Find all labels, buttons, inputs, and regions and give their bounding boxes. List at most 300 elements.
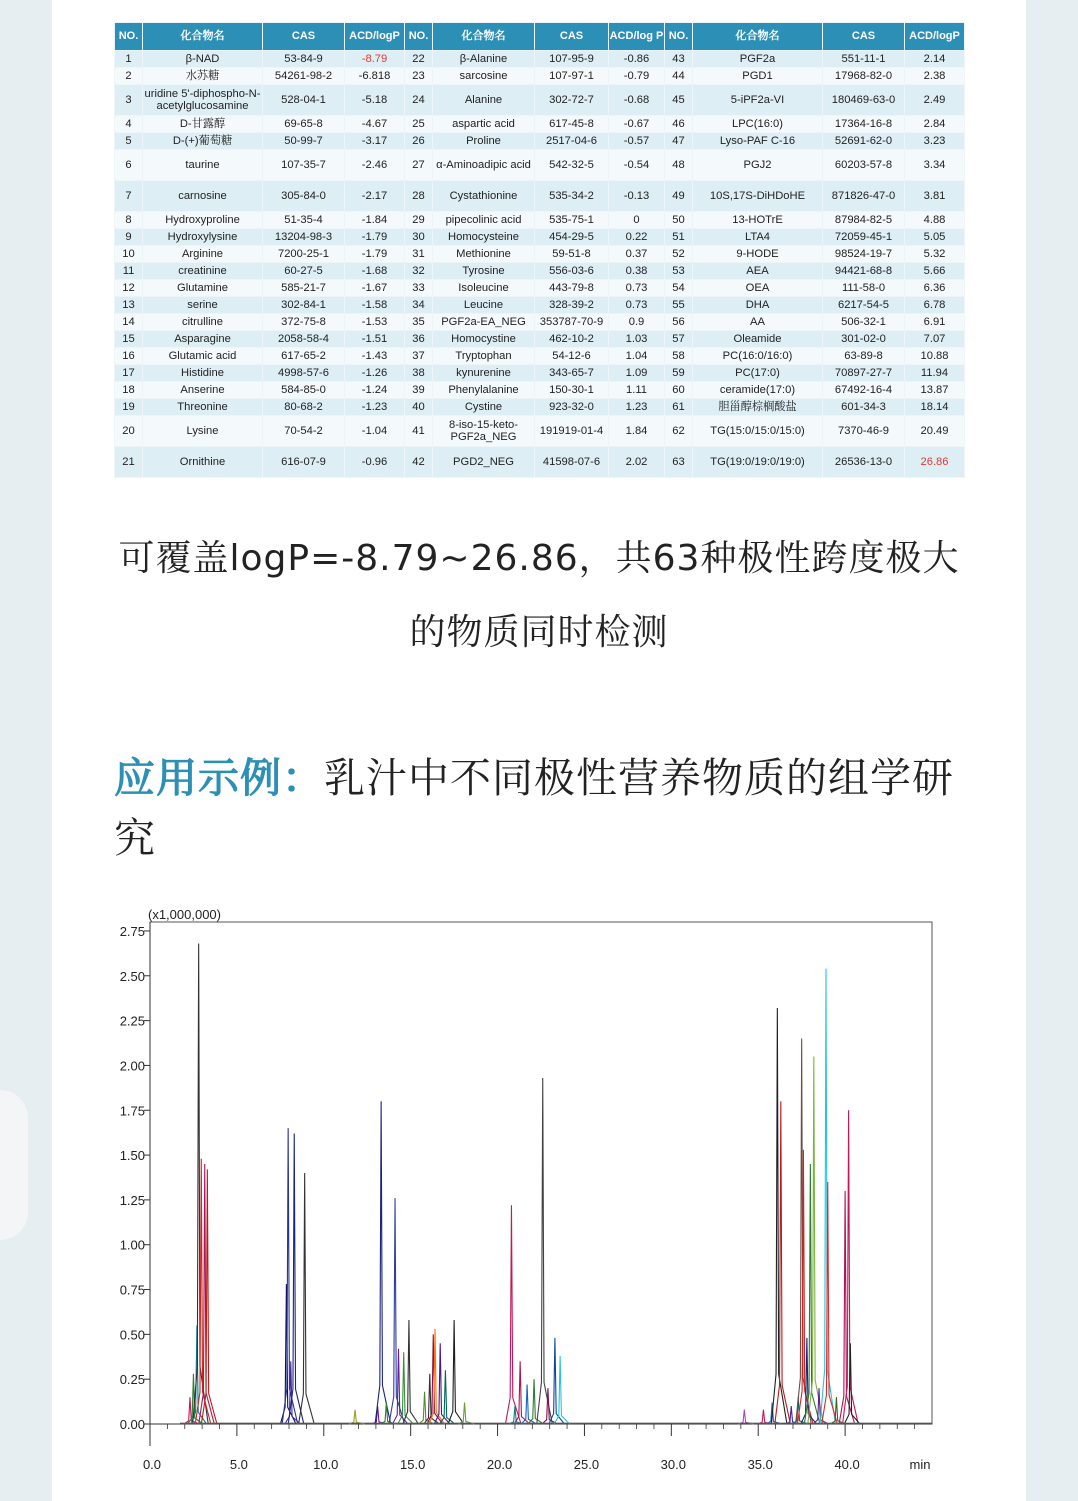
column-header: NO. [115,23,143,51]
table-cell: 4.88 [905,212,965,229]
table-cell: 7200-25-1 [263,246,345,263]
table-cell: 3 [115,85,143,116]
table-cell: 585-21-7 [263,280,345,297]
table-cell: 49 [665,181,693,212]
table-cell: 31 [405,246,433,263]
table-cell: 0.22 [609,229,665,246]
table-cell: Hydroxylysine [143,229,263,246]
table-cell: creatinine [143,263,263,280]
table-cell: 2 [115,68,143,85]
table-cell: citrulline [143,314,263,331]
table-cell: 63 [665,447,693,478]
table-cell: 616-07-9 [263,447,345,478]
table-cell: 胆甾醇棕榈酸盐 [693,399,823,416]
table-cell: 25 [405,116,433,133]
table-cell: 7370-46-9 [823,416,905,447]
table-cell: 10 [115,246,143,263]
table-cell: 2.49 [905,85,965,116]
table-cell: 3.34 [905,150,965,181]
table-cell: 923-32-0 [535,399,609,416]
caption-line-2: 的物质同时检测 [409,612,669,653]
table-cell: -0.67 [609,116,665,133]
table-cell: 56 [665,314,693,331]
table-cell: LPC(16:0) [693,116,823,133]
table-cell: 2058-58-4 [263,331,345,348]
table-cell: -1.67 [345,280,405,297]
table-cell: 32 [405,263,433,280]
table-cell: -2.17 [345,181,405,212]
chromatogram-peak [537,1078,553,1424]
x-tick-label: 30.0 [660,1457,686,1472]
table-cell: 54 [665,280,693,297]
y-tick-label: 2.50 [119,968,145,984]
chromatogram-peak [393,1349,409,1424]
x-tick-label: 5.0 [229,1457,248,1472]
table-cell: 46 [665,116,693,133]
table-cell: 7.07 [905,331,965,348]
table-cell: 372-75-8 [263,314,345,331]
table-cell: 871826-47-0 [823,181,905,212]
table-cell: -0.68 [609,85,665,116]
table-cell: 10S,17S-DiHDoHE [693,181,823,212]
x-tick-label: 15.0 [400,1457,426,1472]
table-cell: 302-84-1 [263,297,345,314]
table-cell: Alanine [433,85,535,116]
table-cell: -5.18 [345,85,405,116]
table-cell: 5.05 [905,229,965,246]
table-cell: 5.32 [905,246,965,263]
table-cell: ceramide(17:0) [693,382,823,399]
table-cell: -2.46 [345,150,405,181]
table-cell: 6 [115,150,143,181]
table-cell: 39 [405,382,433,399]
table-cell: 33 [405,280,433,297]
column-header: ACD/log P [609,23,665,51]
table-cell: 17 [115,365,143,382]
table-cell: AEA [693,263,823,280]
table-cell: 23 [405,68,433,85]
table-cell: 50-99-7 [263,133,345,150]
table-cell: uridine 5'-diphospho-N-acetylglucosamine [143,85,263,116]
table-cell: -6.818 [345,68,405,85]
table-cell: 20 [115,416,143,447]
table-cell: 443-79-8 [535,280,609,297]
table-cell: 60203-57-8 [823,150,905,181]
table-cell: 15 [115,331,143,348]
table-cell: Lysine [143,416,263,447]
table-cell: 37 [405,348,433,365]
table-cell: Cystine [433,399,535,416]
table-cell: -0.57 [609,133,665,150]
table-cell: 59-51-8 [535,246,609,263]
table-cell: Tryptophan [433,348,535,365]
table-cell: 26 [405,133,433,150]
table-cell: LTA4 [693,229,823,246]
y-tick-label: 0.25 [119,1372,145,1388]
table-cell: 528-04-1 [263,85,345,116]
table-cell: Asparagine [143,331,263,348]
y-tick-label: 0.00 [119,1417,145,1432]
table-cell: 63-89-8 [823,348,905,365]
table-cell: 41598-07-6 [535,447,609,478]
table-cell: 38 [405,365,433,382]
column-header: CAS [535,23,609,51]
table-cell: -1.53 [345,314,405,331]
table-cell: Histidine [143,365,263,382]
chromatogram-peak [389,1198,405,1424]
table-cell: 617-65-2 [263,348,345,365]
table-cell: 72059-45-1 [823,229,905,246]
table-cell: 94421-68-8 [823,263,905,280]
table-cell: 42 [405,447,433,478]
x-tick-label: 10.0 [313,1457,339,1472]
table-cell: Isoleucine [433,280,535,297]
table-cell: -0.54 [609,150,665,181]
chromatogram-peak [766,1402,782,1424]
application-title: 乳汁中不同极性营养物质的组学研究 [114,754,954,862]
x-axis-label: min [909,1457,931,1472]
chromatogram-peak [738,1410,754,1424]
table-cell: 34 [405,297,433,314]
column-header: CAS [823,23,905,51]
table-cell: 21 [115,447,143,478]
table-cell: 4998-57-6 [263,365,345,382]
chromatogram-peak [549,1338,565,1424]
table-cell: Proline [433,133,535,150]
table-cell: 44 [665,68,693,85]
table-cell: 19 [115,399,143,416]
table-cell: 3.23 [905,133,965,150]
table-cell: -1.24 [345,382,405,399]
table-cell: 191919-01-4 [535,416,609,447]
table-cell: α-Aminoadipic acid [433,150,535,181]
chromatogram-peak [375,1101,391,1424]
table-cell: 17968-82-0 [823,68,905,85]
table-cell: 7 [115,181,143,212]
table-cell: 6.91 [905,314,965,331]
chromatogram-peak [822,1182,838,1424]
table-cell: 45 [665,85,693,116]
table-cell: 36 [405,331,433,348]
table-cell: Methionine [433,246,535,263]
table-cell: Homocysteine [433,229,535,246]
table-cell: -1.84 [345,212,405,229]
table-cell: 556-03-6 [535,263,609,280]
column-header: NO. [665,23,693,51]
table-cell: 13-HOTrE [693,212,823,229]
table-cell: -1.79 [345,246,405,263]
table-cell: Ornithine [143,447,263,478]
table-cell: 18.14 [905,399,965,416]
table-cell: Tyrosine [433,263,535,280]
table-cell: 54-12-6 [535,348,609,365]
table-cell: 69-65-8 [263,116,345,133]
table-cell: 52691-62-0 [823,133,905,150]
table-cell: Glutamic acid [143,348,263,365]
table-cell: 29 [405,212,433,229]
table-cell: Glutamine [143,280,263,297]
table-cell: 59 [665,365,693,382]
column-header: ACD/logP [905,23,965,51]
table-cell: 52 [665,246,693,263]
table-cell: 2.84 [905,116,965,133]
table-cell: 17364-16-8 [823,116,905,133]
table-cell: 27 [405,150,433,181]
table-cell: TG(15:0/15:0/15:0) [693,416,823,447]
table-cell: 150-30-1 [535,382,609,399]
table-cell: 26.86 [905,447,965,478]
table-cell: 2.14 [905,51,965,68]
table-cell: 20.49 [905,416,965,447]
chromatogram-peak [542,1388,558,1424]
table-cell: AA [693,314,823,331]
column-header: CAS [263,23,345,51]
table-cell: Cystathionine [433,181,535,212]
table-cell: Leucine [433,297,535,314]
table-cell: 14 [115,314,143,331]
table-cell: 2.02 [609,447,665,478]
table-cell: 26536-13-0 [823,447,905,478]
table-cell: -0.79 [609,68,665,85]
table-cell: -8.79 [345,51,405,68]
y-tick-label: 0.75 [119,1282,145,1298]
table-cell: 48 [665,150,693,181]
table-cell: 53-84-9 [263,51,345,68]
table-cell: 506-32-1 [823,314,905,331]
table-cell: 1.11 [609,382,665,399]
table-cell: 353787-70-9 [535,314,609,331]
y-tick-label: 1.75 [119,1103,145,1119]
table-cell: 70-54-2 [263,416,345,447]
table-cell: DHA [693,297,823,314]
table-cell: 62 [665,416,693,447]
y-tick-label: 1.50 [119,1148,145,1164]
table-cell: 302-72-7 [535,85,609,116]
table-cell: Phenylalanine [433,382,535,399]
table-cell: 53 [665,263,693,280]
table-cell: -1.79 [345,229,405,246]
table-cell: PGF2a [693,51,823,68]
table-cell: 13204-98-3 [263,229,345,246]
table-cell: kynurenine [433,365,535,382]
table-cell: 16 [115,348,143,365]
table-cell: 6217-54-5 [823,297,905,314]
table-cell: PGD2_NEG [433,447,535,478]
table-cell: 41 [405,416,433,447]
chromatogram-peak [459,1402,475,1424]
table-cell: -4.67 [345,116,405,133]
table-cell: 111-58-0 [823,280,905,297]
table-cell: 2517-04-6 [535,133,609,150]
table-cell: 60 [665,382,693,399]
table-cell: 1.84 [609,416,665,447]
table-cell: 542-32-5 [535,150,609,181]
table-cell: Hydroxyproline [143,212,263,229]
table-cell: 35 [405,314,433,331]
table-cell: 0 [609,212,665,229]
table-cell: PC(17:0) [693,365,823,382]
table-cell: Threonine [143,399,263,416]
table-cell: 80-68-2 [263,399,345,416]
table-cell: 30 [405,229,433,246]
table-cell: 8-iso-15-keto-PGF2a_NEG [433,416,535,447]
table-cell: Oleamide [693,331,823,348]
table-cell: PC(16:0/16:0) [693,348,823,365]
table-cell: -1.23 [345,399,405,416]
table-cell: 617-45-8 [535,116,609,133]
x-tick-label: 20.0 [486,1457,513,1472]
table-cell: 43 [665,51,693,68]
table-cell: 11.94 [905,365,965,382]
table-cell: 107-95-9 [535,51,609,68]
table-cell: 9 [115,229,143,246]
table-cell: PGJ2 [693,150,823,181]
table-cell: 10.88 [905,348,965,365]
table-cell: 13.87 [905,382,965,399]
table-cell: -1.51 [345,331,405,348]
table-cell: β-NAD [143,51,263,68]
chromatogram-peak [349,1410,365,1424]
table-cell: 54261-98-2 [263,68,345,85]
application-label: 应用示例： [114,754,324,802]
table-cell: 6.78 [905,297,965,314]
table-cell: 0.73 [609,280,665,297]
table-cell: 50 [665,212,693,229]
table-cell: PGD1 [693,68,823,85]
table-cell: -0.96 [345,447,405,478]
table-cell: Anserine [143,382,263,399]
table-cell: taurine [143,150,263,181]
table-cell: 4 [115,116,143,133]
table-cell: 535-34-2 [535,181,609,212]
table-cell: 57 [665,331,693,348]
table-cell: Homocystine [433,331,535,348]
table-cell: 24 [405,85,433,116]
table-cell: 70897-27-7 [823,365,905,382]
table-cell: 8 [115,212,143,229]
y-tick-label: 2.00 [119,1058,145,1074]
table-cell: 551-11-1 [823,51,905,68]
table-cell: 1.23 [609,399,665,416]
column-header: 化合物名 [433,23,535,51]
table-cell: -1.26 [345,365,405,382]
table-cell: 1 [115,51,143,68]
table-cell: 60-27-5 [263,263,345,280]
table-cell: 98524-19-7 [823,246,905,263]
table-cell: 0.9 [609,314,665,331]
table-cell: 47 [665,133,693,150]
table-cell: 0.73 [609,297,665,314]
column-header: 化合物名 [143,23,263,51]
table-cell: 301-02-0 [823,331,905,348]
caption-line-1: 可覆盖logP=-8.79~26.86，共63种极性跨度极大 [118,538,960,579]
chromatogram-peak [299,1173,315,1424]
y-multiplier-label: (x1,000,000) [148,907,221,922]
table-cell: pipecolinic acid [433,212,535,229]
table-cell: 305-84-0 [263,181,345,212]
table-cell: 67492-16-4 [823,382,905,399]
table-cell: 584-85-0 [263,382,345,399]
table-cell: 5-iPF2a-VI [693,85,823,116]
table-cell: 5.66 [905,263,965,280]
table-cell: -0.13 [609,181,665,212]
table-cell: 535-75-1 [535,212,609,229]
table-cell: 3.81 [905,181,965,212]
chromatogram-peak [448,1320,464,1424]
column-header: 化合物名 [693,23,823,51]
table-cell: D-甘露醇 [143,116,263,133]
y-tick-label: 1.00 [119,1237,145,1253]
table-cell: 22 [405,51,433,68]
table-cell: 61 [665,399,693,416]
y-tick-label: 0.50 [119,1327,145,1343]
table-cell: 58 [665,348,693,365]
x-tick-label: 35.0 [747,1457,773,1472]
table-cell: -1.58 [345,297,405,314]
y-tick-label: 1.25 [119,1192,145,1208]
table-cell: carnosine [143,181,263,212]
table-cell: 11 [115,263,143,280]
table-cell: 13 [115,297,143,314]
x-tick-label: 25.0 [573,1457,600,1472]
chromatogram-peak [830,1397,846,1424]
y-tick-label: 2.25 [119,1013,145,1029]
table-cell: 51-35-4 [263,212,345,229]
column-header: NO. [405,23,433,51]
table-cell: 343-65-7 [535,365,609,382]
table-cell: 51 [665,229,693,246]
table-cell: 水苏糖 [143,68,263,85]
table-cell: 107-97-1 [535,68,609,85]
table-cell: β-Alanine [433,51,535,68]
table-cell: 1.03 [609,331,665,348]
table-cell: PGF2a-EA_NEG [433,314,535,331]
table-cell: 328-39-2 [535,297,609,314]
y-tick-label: 2.75 [119,923,145,939]
table-cell: 107-35-7 [263,150,345,181]
table-cell: OEA [693,280,823,297]
table-cell: 454-29-5 [535,229,609,246]
table-cell: 12 [115,280,143,297]
table-cell: 55 [665,297,693,314]
table-cell: aspartic acid [433,116,535,133]
table-cell: TG(19:0/19:0/19:0) [693,447,823,478]
table-cell: 1.09 [609,365,665,382]
table-cell: 180469-63-0 [823,85,905,116]
table-cell: 5 [115,133,143,150]
table-cell: -1.43 [345,348,405,365]
table-cell: -1.68 [345,263,405,280]
x-tick-label: 40.0 [834,1457,860,1472]
table-cell: Lyso-PAF C-16 [693,133,823,150]
table-cell: 6.36 [905,280,965,297]
table-cell: sarcosine [433,68,535,85]
table-cell: 87984-82-5 [823,212,905,229]
table-cell: 462-10-2 [535,331,609,348]
chromatogram-peak [505,1205,521,1424]
table-cell: serine [143,297,263,314]
table-cell: 40 [405,399,433,416]
table-cell: -1.04 [345,416,405,447]
table-cell: 0.37 [609,246,665,263]
table-cell: 601-34-3 [823,399,905,416]
table-cell: 1.04 [609,348,665,365]
table-cell: 18 [115,382,143,399]
table-cell: 9-HODE [693,246,823,263]
x-tick-label: 0.0 [142,1457,162,1472]
table-cell: -3.17 [345,133,405,150]
table-cell: 28 [405,181,433,212]
